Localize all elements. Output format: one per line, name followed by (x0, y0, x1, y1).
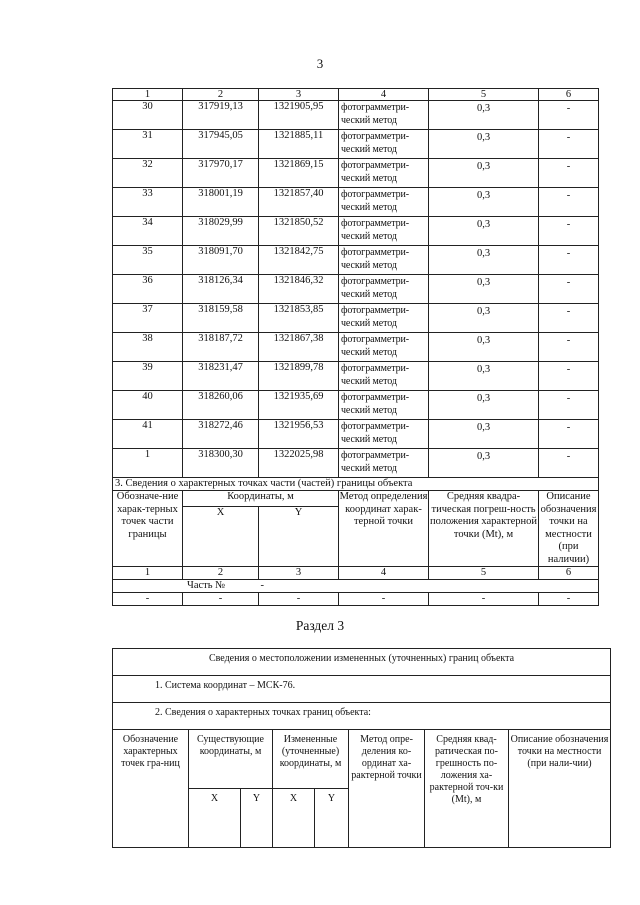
header-method: Метод определения координат харак-терной точки (339, 491, 429, 567)
points-table (112, 88, 599, 606)
header-changed: Измененные (уточненные) координаты, м (273, 730, 349, 789)
method-line1: фотограмметри- (341, 160, 409, 171)
column-number-row (113, 567, 599, 580)
x-coordinate: 318001,19 (183, 188, 259, 217)
method-line2: ческий метод (341, 405, 397, 416)
coord-system: 1. Система координат – МСК-76. (113, 676, 611, 703)
header-description: Описание обозначения точки на местности (при наличии) (539, 491, 599, 567)
dash-cell: - (339, 593, 429, 606)
col-number: 3 (259, 89, 339, 101)
description-value: - (539, 246, 599, 275)
error-value: 0,3 (429, 130, 539, 159)
col-number: 4 (339, 89, 429, 101)
y-coordinate: 1321846,32 (259, 275, 339, 304)
description-value: - (539, 333, 599, 362)
y-coordinate: 1321935,69 (259, 391, 339, 420)
method-cell (339, 449, 429, 478)
x-coordinate: 318091,70 (183, 246, 259, 275)
table-row (113, 420, 599, 449)
x-coordinate: 318300,30 (183, 449, 259, 478)
point-number: 40 (113, 391, 183, 420)
section-title: Раздел 3 (295, 618, 345, 633)
method-line2: ческий метод (341, 463, 397, 474)
col-number: 6 (539, 89, 599, 101)
method-line1: фотограмметри- (341, 102, 409, 113)
y-coordinate: 1321853,85 (259, 304, 339, 333)
header-coordinates: Координаты, м (183, 491, 339, 507)
table2-title: Сведения о местоположении измененных (уточненных) границ объекта (113, 649, 611, 676)
method-line1: фотограмметри- (341, 421, 409, 432)
y-coordinate: 1321857,40 (259, 188, 339, 217)
header-y-changed: Y (315, 789, 349, 848)
description-value: - (539, 275, 599, 304)
point-number: 38 (113, 333, 183, 362)
header-error: Средняя квадра-тическая погреш-ность положения характерной точки (Mt), м (429, 491, 539, 567)
y-coordinate: 1321867,38 (259, 333, 339, 362)
method-line2: ческий метод (341, 376, 397, 387)
error-value: 0,3 (429, 101, 539, 130)
method-line1: фотограмметри- (341, 305, 409, 316)
header-designation: Обозначение характерных точек гра-ниц (113, 730, 189, 848)
method-cell (339, 217, 429, 246)
method-line2: ческий метод (341, 347, 397, 358)
table-row (113, 188, 599, 217)
boundary-table (112, 648, 611, 848)
description-value: - (539, 391, 599, 420)
method-line1: фотограмметри- (341, 189, 409, 200)
table-row (113, 217, 599, 246)
y-coordinate: 1321956,53 (259, 420, 339, 449)
method-cell (339, 246, 429, 275)
x-coordinate: 318187,72 (183, 333, 259, 362)
error-value: 0,3 (429, 159, 539, 188)
col-number: 1 (113, 89, 183, 101)
error-value: 0,3 (429, 304, 539, 333)
y-coordinate: 1321850,52 (259, 217, 339, 246)
page-number: 3 (316, 56, 324, 71)
description-value: - (539, 101, 599, 130)
description-value: - (539, 449, 599, 478)
point-number: 32 (113, 159, 183, 188)
col-number: 3 (259, 567, 339, 580)
part-row (113, 580, 599, 593)
col-number: 6 (539, 567, 599, 580)
x-coordinate: 317970,17 (183, 159, 259, 188)
x-coordinate: 318272,46 (183, 420, 259, 449)
section3-row (113, 478, 599, 491)
description-value: - (539, 217, 599, 246)
error-value: 0,3 (429, 188, 539, 217)
method-line1: фотограмметри- (341, 392, 409, 403)
method-line2: ческий метод (341, 202, 397, 213)
y-coordinate: 1321899,78 (259, 362, 339, 391)
error-value: 0,3 (429, 420, 539, 449)
table-row (113, 130, 599, 159)
dash-cell: - (183, 593, 259, 606)
point-number: 34 (113, 217, 183, 246)
point-number: 41 (113, 420, 183, 449)
table-row (113, 391, 599, 420)
x-coordinate: 318159,58 (183, 304, 259, 333)
method-line1: фотограмметри- (341, 276, 409, 287)
method-cell (339, 130, 429, 159)
y-coordinate: 1321869,15 (259, 159, 339, 188)
method-cell (339, 275, 429, 304)
header-method: Метод опре-деления ко-ординат ха-рактерной точки (349, 730, 425, 848)
method-line1: фотограмметри- (341, 334, 409, 345)
error-value: 0,3 (429, 362, 539, 391)
dash-cell: - (113, 593, 183, 606)
table-row (113, 275, 599, 304)
description-value: - (539, 159, 599, 188)
points-title: 2. Сведения о характерных точках границ объекта: (113, 703, 611, 730)
error-value: 0,3 (429, 333, 539, 362)
col-number: 5 (429, 567, 539, 580)
x-coordinate: 317919,13 (183, 101, 259, 130)
x-coordinate: 318126,34 (183, 275, 259, 304)
error-value: 0,3 (429, 246, 539, 275)
method-cell (339, 188, 429, 217)
dash-cell: - (429, 593, 539, 606)
section3-title: 3. Сведения о характерных точках части (частей) границы объекта (113, 478, 599, 491)
table2-title-row (113, 649, 611, 676)
header-y-existing: Y (241, 789, 273, 848)
description-value: - (539, 130, 599, 159)
method-line1: фотограмметри- (341, 218, 409, 229)
method-line2: ческий метод (341, 289, 397, 300)
y-coordinate: 1321885,11 (259, 130, 339, 159)
part-label: Часть № (113, 580, 259, 593)
method-line2: ческий метод (341, 144, 397, 155)
table-row (113, 101, 599, 130)
method-line2: ческий метод (341, 434, 397, 445)
col-number: 2 (183, 89, 259, 101)
description-value: - (539, 362, 599, 391)
method-line2: ческий метод (341, 173, 397, 184)
dash-cell: - (259, 593, 339, 606)
method-cell (339, 333, 429, 362)
column-number-row (113, 89, 599, 101)
method-line1: фотограмметри- (341, 363, 409, 374)
method-line2: ческий метод (341, 318, 397, 329)
header-x-existing: X (189, 789, 241, 848)
table-row (113, 159, 599, 188)
method-line2: ческий метод (341, 260, 397, 271)
method-line2: ческий метод (341, 231, 397, 242)
coord-system-row (113, 676, 611, 703)
point-number: 39 (113, 362, 183, 391)
header-designation: Обозначе-ние харак-терных точек части границы (113, 491, 183, 567)
error-value: 0,3 (429, 275, 539, 304)
y-coordinate: 1321905,95 (259, 101, 339, 130)
point-number: 31 (113, 130, 183, 159)
part-value: - (259, 580, 599, 593)
y-coordinate: 1321842,75 (259, 246, 339, 275)
description-value: - (539, 188, 599, 217)
table-row (113, 246, 599, 275)
y-coordinate: 1322025,98 (259, 449, 339, 478)
table-row (113, 304, 599, 333)
point-number: 35 (113, 246, 183, 275)
col-number: 1 (113, 567, 183, 580)
header-existing: Существующие координаты, м (189, 730, 273, 789)
header-x: X (183, 507, 259, 567)
x-coordinate: 318260,06 (183, 391, 259, 420)
method-cell (339, 391, 429, 420)
method-cell (339, 362, 429, 391)
header-error: Средняя квад-ратическая по-грешность по-ложения ха-рактерной точ-ки (Mt), м (425, 730, 509, 848)
x-coordinate: 318231,47 (183, 362, 259, 391)
error-value: 0,3 (429, 217, 539, 246)
method-cell (339, 101, 429, 130)
table-row (113, 362, 599, 391)
method-cell (339, 420, 429, 449)
description-value: - (539, 304, 599, 333)
description-value: - (539, 420, 599, 449)
col-number: 4 (339, 567, 429, 580)
header-description: Описание обозначения точки на местности (при нали-чии) (509, 730, 611, 848)
point-number: 30 (113, 101, 183, 130)
table-row (113, 333, 599, 362)
header-y: Y (259, 507, 339, 567)
point-number: 37 (113, 304, 183, 333)
method-cell (339, 304, 429, 333)
x-coordinate: 317945,05 (183, 130, 259, 159)
method-line1: фотограмметри- (341, 450, 409, 461)
table2-header-row (113, 730, 611, 789)
x-coordinate: 318029,99 (183, 217, 259, 246)
method-line1: фотограмметри- (341, 247, 409, 258)
point-number: 1 (113, 449, 183, 478)
points-title-row (113, 703, 611, 730)
method-cell (339, 159, 429, 188)
dash-cell: - (539, 593, 599, 606)
point-number: 33 (113, 188, 183, 217)
method-line1: фотограмметри- (341, 131, 409, 142)
part-header-row (113, 491, 599, 507)
error-value: 0,3 (429, 449, 539, 478)
dash-row (113, 593, 599, 606)
col-number: 5 (429, 89, 539, 101)
point-number: 36 (113, 275, 183, 304)
col-number: 2 (183, 567, 259, 580)
header-x-changed: X (273, 789, 315, 848)
error-value: 0,3 (429, 391, 539, 420)
table-row (113, 449, 599, 478)
method-line2: ческий метод (341, 115, 397, 126)
